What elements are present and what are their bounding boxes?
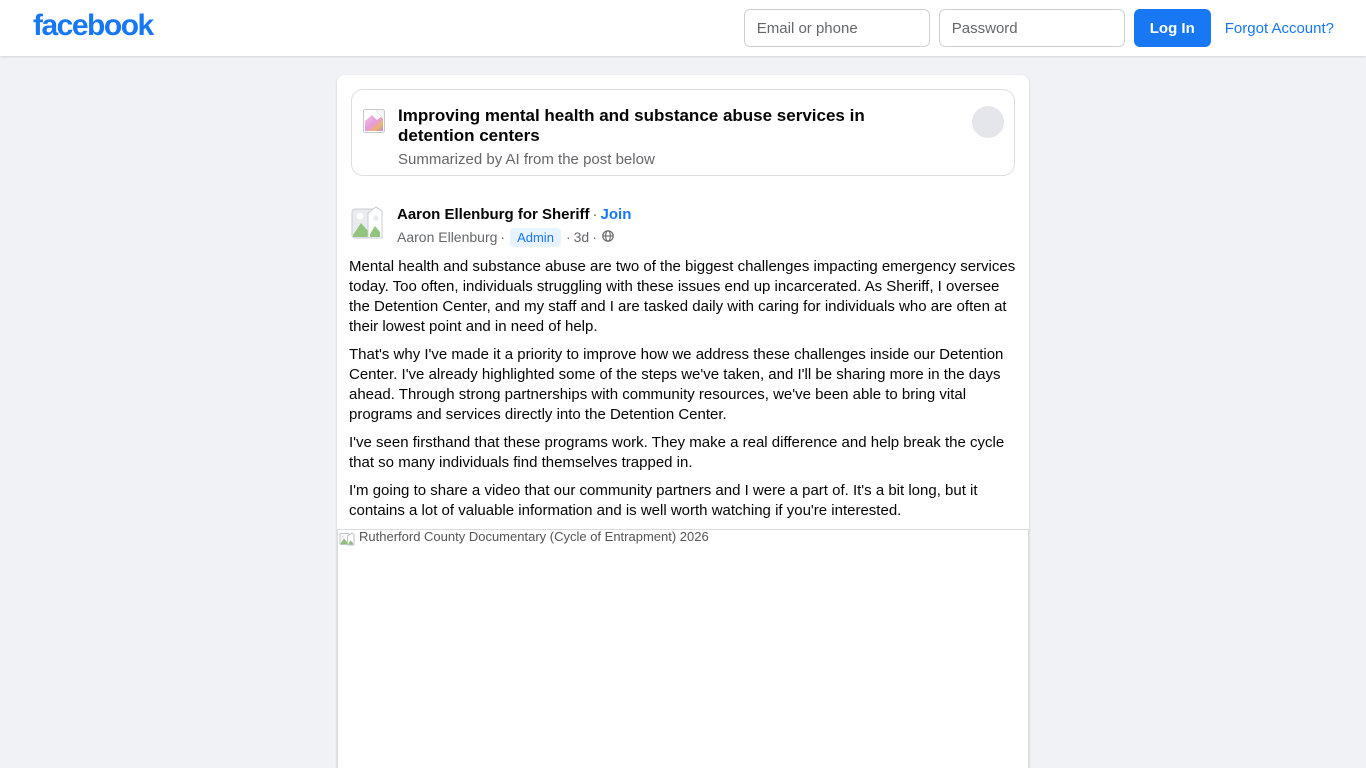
post-timestamp[interactable]: 3d [573,229,590,245]
facebook-logo[interactable]: facebook [33,9,153,42]
broken-image-alt-row [338,529,1028,553]
dot-separator: · [592,229,597,245]
ai-summary-subtitle: Summarized by AI from the post below [398,151,655,168]
post-title-line [397,205,631,225]
ai-summary-collapse-button[interactable] [972,106,1004,138]
dot-separator: · [592,206,598,223]
join-group-link[interactable]: Join [600,206,632,223]
ai-summary-text [398,106,959,170]
post-header [337,190,1029,247]
post-card [337,75,1029,768]
ai-summary-title: Improving mental health and substance abuse services in detention centers [398,106,865,145]
broken-image-thumbnail-icon [363,109,385,133]
login-controls [744,9,1334,47]
top-navigation-bar [0,0,1366,56]
author-name[interactable]: Aaron Ellenburg [397,229,498,245]
broken-image-icon [339,532,355,553]
ai-summary-card[interactable] [351,89,1015,176]
post-body [337,247,1029,521]
email-field[interactable] [744,9,930,47]
post-paragraph: I'm going to share a video that our community partners and I were a part of. It's a bit long, but it contains a lot of valuable information and is well worth watching if you're interested. [349,482,978,519]
dot-separator: · [565,229,571,245]
password-field[interactable] [939,9,1125,47]
post-header-text [397,204,631,247]
globe-icon [602,229,614,246]
login-button[interactable]: Log In [1134,9,1211,47]
post-meta-line [397,228,631,247]
group-name-link[interactable]: Aaron Ellenburg for Sheriff [397,206,590,223]
forgot-account-link[interactable]: Forgot Account? [1224,19,1334,37]
post-paragraph: Mental health and substance abuse are two of the biggest challenges impacting emergency services today. Too often, individuals struggling with these issues end up incarcerated. As Sheriff, I oversee the Detention Center, and my staff and I are tasked daily with caring for individuals who are often at their lowest point and in need of help. [349,258,1016,335]
attached-video-broken-image[interactable] [337,529,1029,768]
post-paragraph: That's why I've made it a priority to improve how we address these challenges inside our Detention Center. I've already highlighted some of the steps we've taken, and I'll be sharing more in the days ahead. Through strong partnerships with community resources, we've been able to bring vital programs and services directly into the Detention Center. [349,346,1004,423]
group-avatar-broken-image-icon[interactable] [349,204,389,244]
broken-image-alt-text: Rutherford County Documentary (Cycle of Entrapment) 2026 [359,529,709,544]
admin-badge: Admin [510,228,561,247]
post-paragraph: I've seen firsthand that these programs work. They make a real difference and help break the cycle that so many individuals find themselves trapped in. [349,434,1005,471]
dot-separator: · [500,229,506,245]
